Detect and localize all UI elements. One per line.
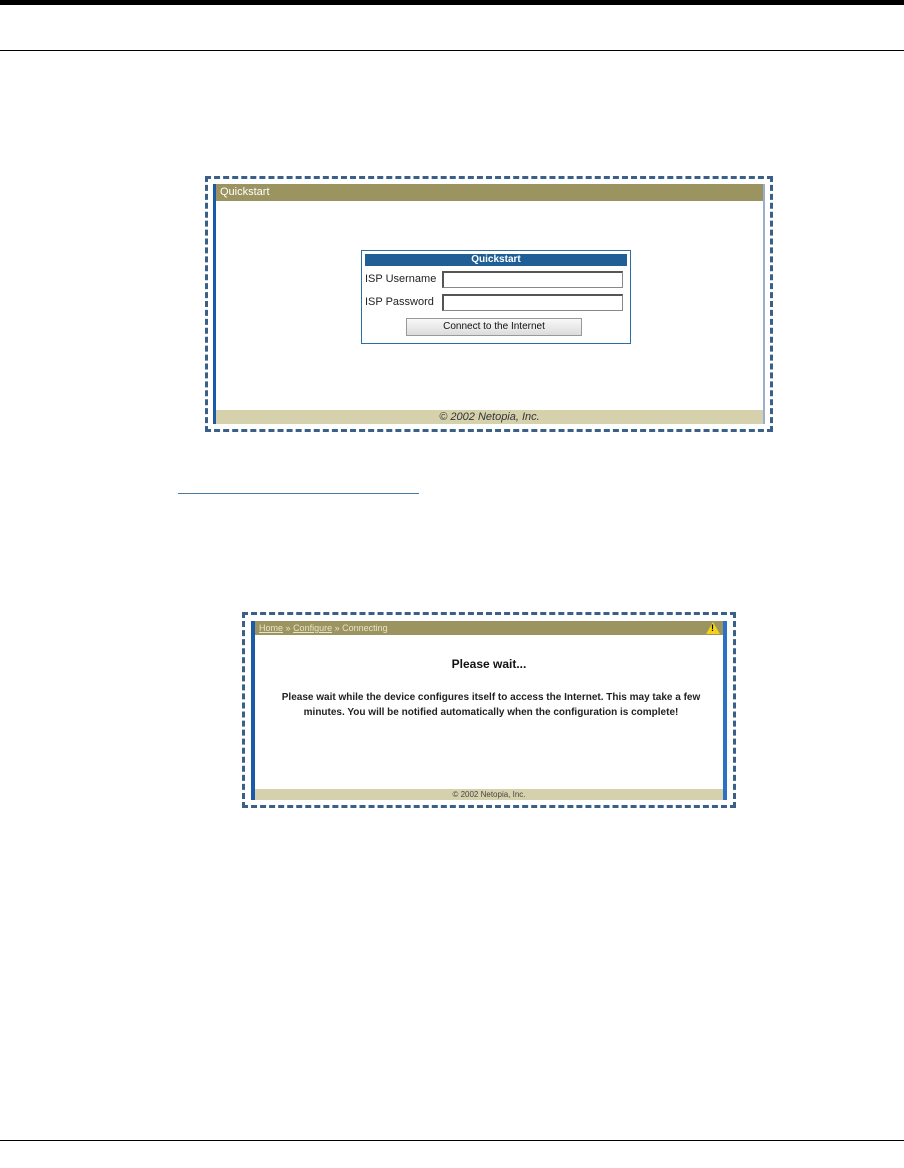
quickstart-title-bar: Quickstart	[216, 184, 763, 201]
breadcrumb-home-link[interactable]: Home	[259, 623, 284, 633]
breadcrumb-current: Connecting	[342, 623, 388, 633]
breadcrumb-separator: »	[334, 623, 340, 633]
quickstart-screenshot-frame	[205, 176, 773, 432]
please-wait-message: Please wait while the device configures itself to access the Internet. This may take a few minutes. You will be notified automatically when the configuration is complete!	[281, 692, 701, 718]
connect-to-internet-button[interactable]: Connect to the Internet	[406, 318, 582, 336]
please-wait-footer: © 2002 Netopia, Inc.	[255, 789, 723, 800]
isp-username-input[interactable]	[442, 271, 623, 288]
warning-triangle-icon[interactable]: !	[706, 622, 720, 634]
page-header-rule	[0, 50, 904, 51]
isp-username-label: ISP Username	[365, 273, 437, 285]
isp-password-label: ISP Password	[365, 296, 434, 308]
quickstart-window	[213, 184, 765, 424]
breadcrumb-configure-link[interactable]: Configure	[293, 623, 333, 633]
isp-password-input[interactable]	[442, 294, 623, 311]
quickstart-panel-header: Quickstart	[365, 254, 627, 266]
link-underline	[178, 493, 419, 494]
page-top-bar	[0, 0, 904, 5]
breadcrumb	[255, 621, 723, 635]
please-wait-screenshot-frame	[242, 612, 736, 808]
page-footer-rule	[0, 1140, 904, 1141]
quickstart-panel	[361, 250, 631, 344]
please-wait-window	[251, 621, 727, 800]
quickstart-footer: © 2002 Netopia, Inc.	[216, 410, 763, 424]
breadcrumb-separator: »	[285, 623, 291, 633]
please-wait-title: Please wait...	[451, 657, 527, 671]
